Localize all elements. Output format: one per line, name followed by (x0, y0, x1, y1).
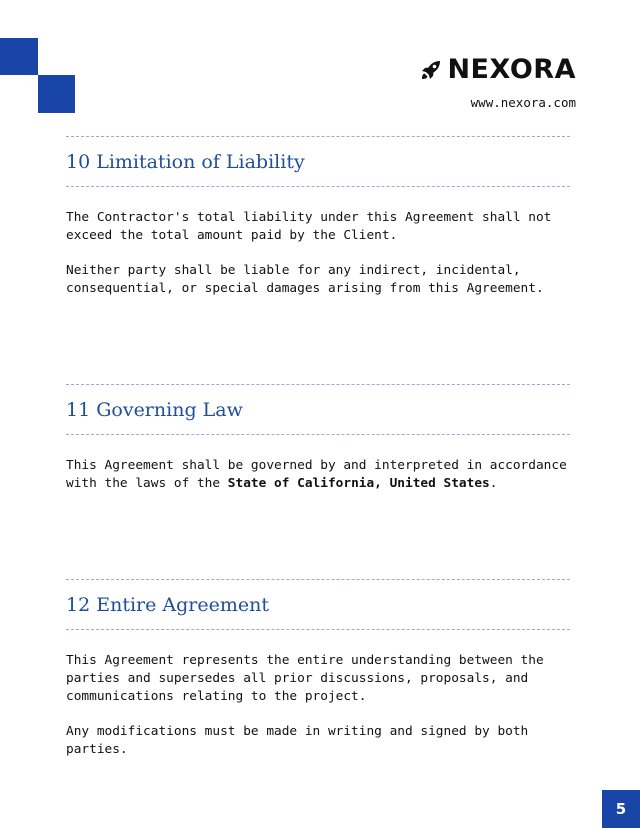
brand-name: NEXORA (447, 54, 576, 85)
section-heading: 12 Entire Agreement (66, 594, 269, 616)
dashed-divider (66, 186, 570, 187)
page-number: 5 (602, 790, 640, 828)
section-paragraph: Any modifications must be made in writing and signed by both parties. (66, 724, 529, 757)
dashed-divider (66, 579, 570, 580)
dashed-divider (66, 384, 570, 385)
rocket-icon (419, 58, 443, 82)
section-paragraph: The Contractor's total liability under this Agreement shall not exceed the total amount paid by the Client. (66, 210, 552, 243)
corner-decoration-square (0, 38, 38, 75)
section-heading: 11 Governing Law (66, 399, 243, 421)
jurisdiction-text: State of California, United States (227, 476, 490, 491)
dashed-divider (66, 629, 570, 630)
paragraph-text: This Agreement shall be governed by and interpreted in accordance with the laws of the (66, 458, 567, 491)
section-paragraph (66, 457, 570, 493)
section-governing-law (66, 384, 570, 493)
website-url: www.nexora.com (470, 95, 576, 110)
dashed-divider (66, 434, 570, 435)
section-paragraph: This Agreement represents the entire understanding between the parties and supersedes all prior discussions, proposals, and communications relating to the project. (66, 653, 544, 704)
section-paragraph: Neither party shall be liable for any indirect, incidental, consequential, or special damages arising from this Agreement. (66, 263, 544, 296)
brand-logo (419, 54, 576, 85)
section-limitation-of-liability (66, 136, 570, 298)
paragraph-text: . (489, 476, 498, 491)
section-entire-agreement (66, 579, 570, 759)
section-heading: 10 Limitation of Liability (66, 151, 305, 173)
corner-decoration-square (38, 75, 75, 113)
dashed-divider (66, 136, 570, 137)
